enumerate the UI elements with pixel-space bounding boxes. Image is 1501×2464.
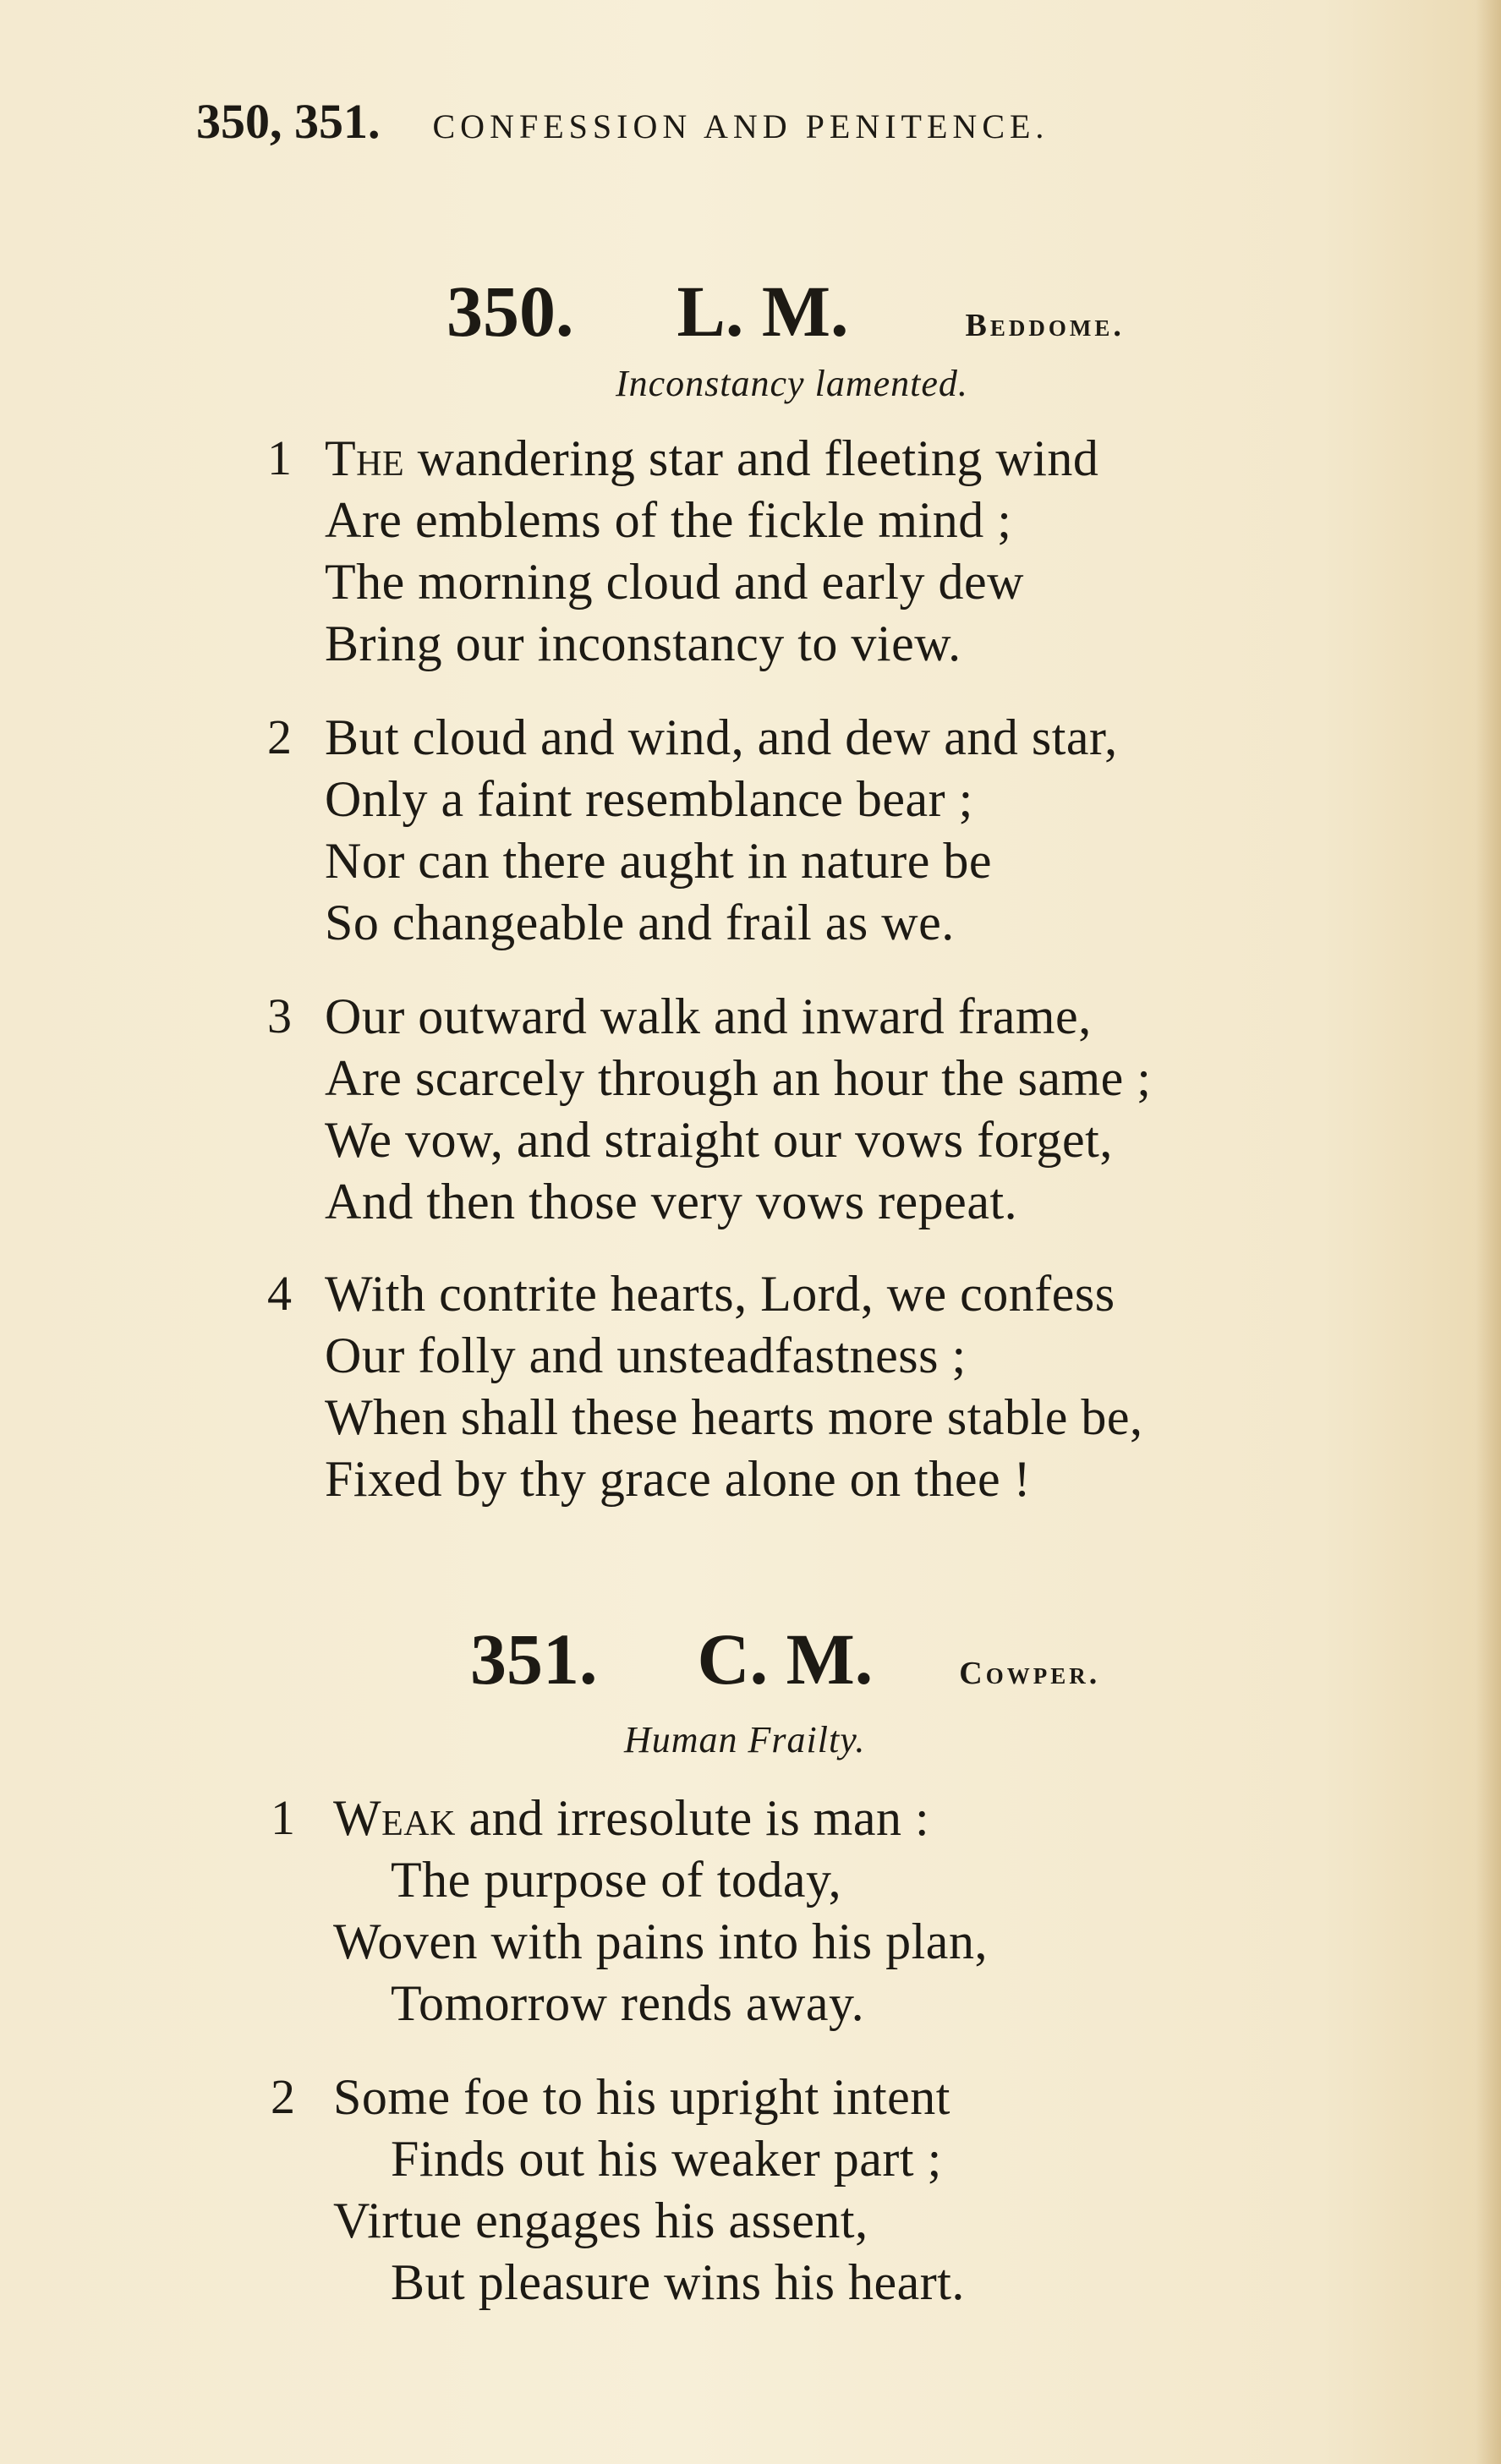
verse-line: Are scarcely through an hour the same ;	[325, 1050, 1152, 1106]
page-numbers: 350, 351.	[196, 94, 381, 149]
hymn-number: 350.	[446, 271, 574, 352]
verse-line: And then those very vows repeat.	[325, 1174, 1018, 1229]
hymn-author: Beddome.	[965, 308, 1125, 343]
verse-line: The purpose of today,	[391, 1852, 842, 1908]
verse-line: Bring our inconstancy to view.	[325, 616, 961, 671]
stanza-number: 1	[267, 430, 292, 485]
verse-line: But pleasure wins his heart.	[391, 2254, 965, 2310]
verse-line: Our outward walk and inward frame,	[325, 988, 1092, 1044]
verse-line: Some foe to his upright intent	[333, 2069, 950, 2125]
hymn-meter: L. M.	[677, 271, 849, 352]
verse-line	[325, 430, 1098, 488]
verse-lead-word: The	[325, 430, 405, 486]
hymn-350-subtitle: Inconstancy lamented.	[616, 363, 968, 404]
verse-line: The morning cloud and early dew	[325, 554, 1024, 610]
verse-line: So changeable and frail as we.	[325, 895, 955, 950]
hymn-number: 351.	[470, 1618, 598, 1700]
verse-line: When shall these hearts more stable be,	[325, 1389, 1143, 1445]
stanza-number: 4	[267, 1266, 292, 1321]
hymn-351-subtitle: Human Frailty.	[624, 1719, 866, 1760]
verse-line: Woven with pains into his plan,	[333, 1914, 988, 1969]
verse-line: But cloud and wind, and dew and star,	[325, 709, 1118, 765]
verse-line-rest: wandering star and fleeting wind	[404, 430, 1099, 486]
verse-line: Virtue engages his assent,	[333, 2193, 868, 2248]
page-edge-shadow	[1476, 0, 1501, 2464]
verse-line	[333, 1789, 929, 1848]
running-title: CONFESSION AND PENITENCE.	[432, 107, 1049, 145]
hymn-351-heading	[470, 1617, 1100, 1701]
verse-line: Finds out his weaker part ;	[391, 2131, 942, 2187]
stanza-number: 1	[271, 1790, 295, 1845]
verse-line: With contrite hearts, Lord, we confess	[325, 1266, 1115, 1322]
hymn-meter: C. M.	[697, 1618, 874, 1700]
verse-line: Tomorrow rends away.	[391, 1975, 865, 2031]
stanza-number: 2	[267, 709, 292, 764]
verse-line: Only a faint resemblance bear ;	[325, 771, 973, 827]
stanza-number: 2	[271, 2069, 295, 2124]
hymn-350-heading	[446, 269, 1125, 353]
verse-line: Our folly and unsteadfastness ;	[325, 1328, 967, 1383]
verse-lead-word: Weak	[333, 1790, 456, 1846]
verse-line: Are emblems of the fickle mind ;	[325, 492, 1012, 548]
stanza-number: 3	[267, 988, 292, 1043]
running-header	[196, 93, 1338, 161]
verse-line: Fixed by thy grace alone on thee !	[325, 1451, 1032, 1507]
hymn-author: Cowper.	[959, 1656, 1101, 1691]
verse-line: We vow, and straight our vows forget,	[325, 1112, 1113, 1168]
verse-line-rest: and irresolute is man :	[455, 1790, 930, 1846]
verse-line: Nor can there aught in nature be	[325, 833, 992, 889]
